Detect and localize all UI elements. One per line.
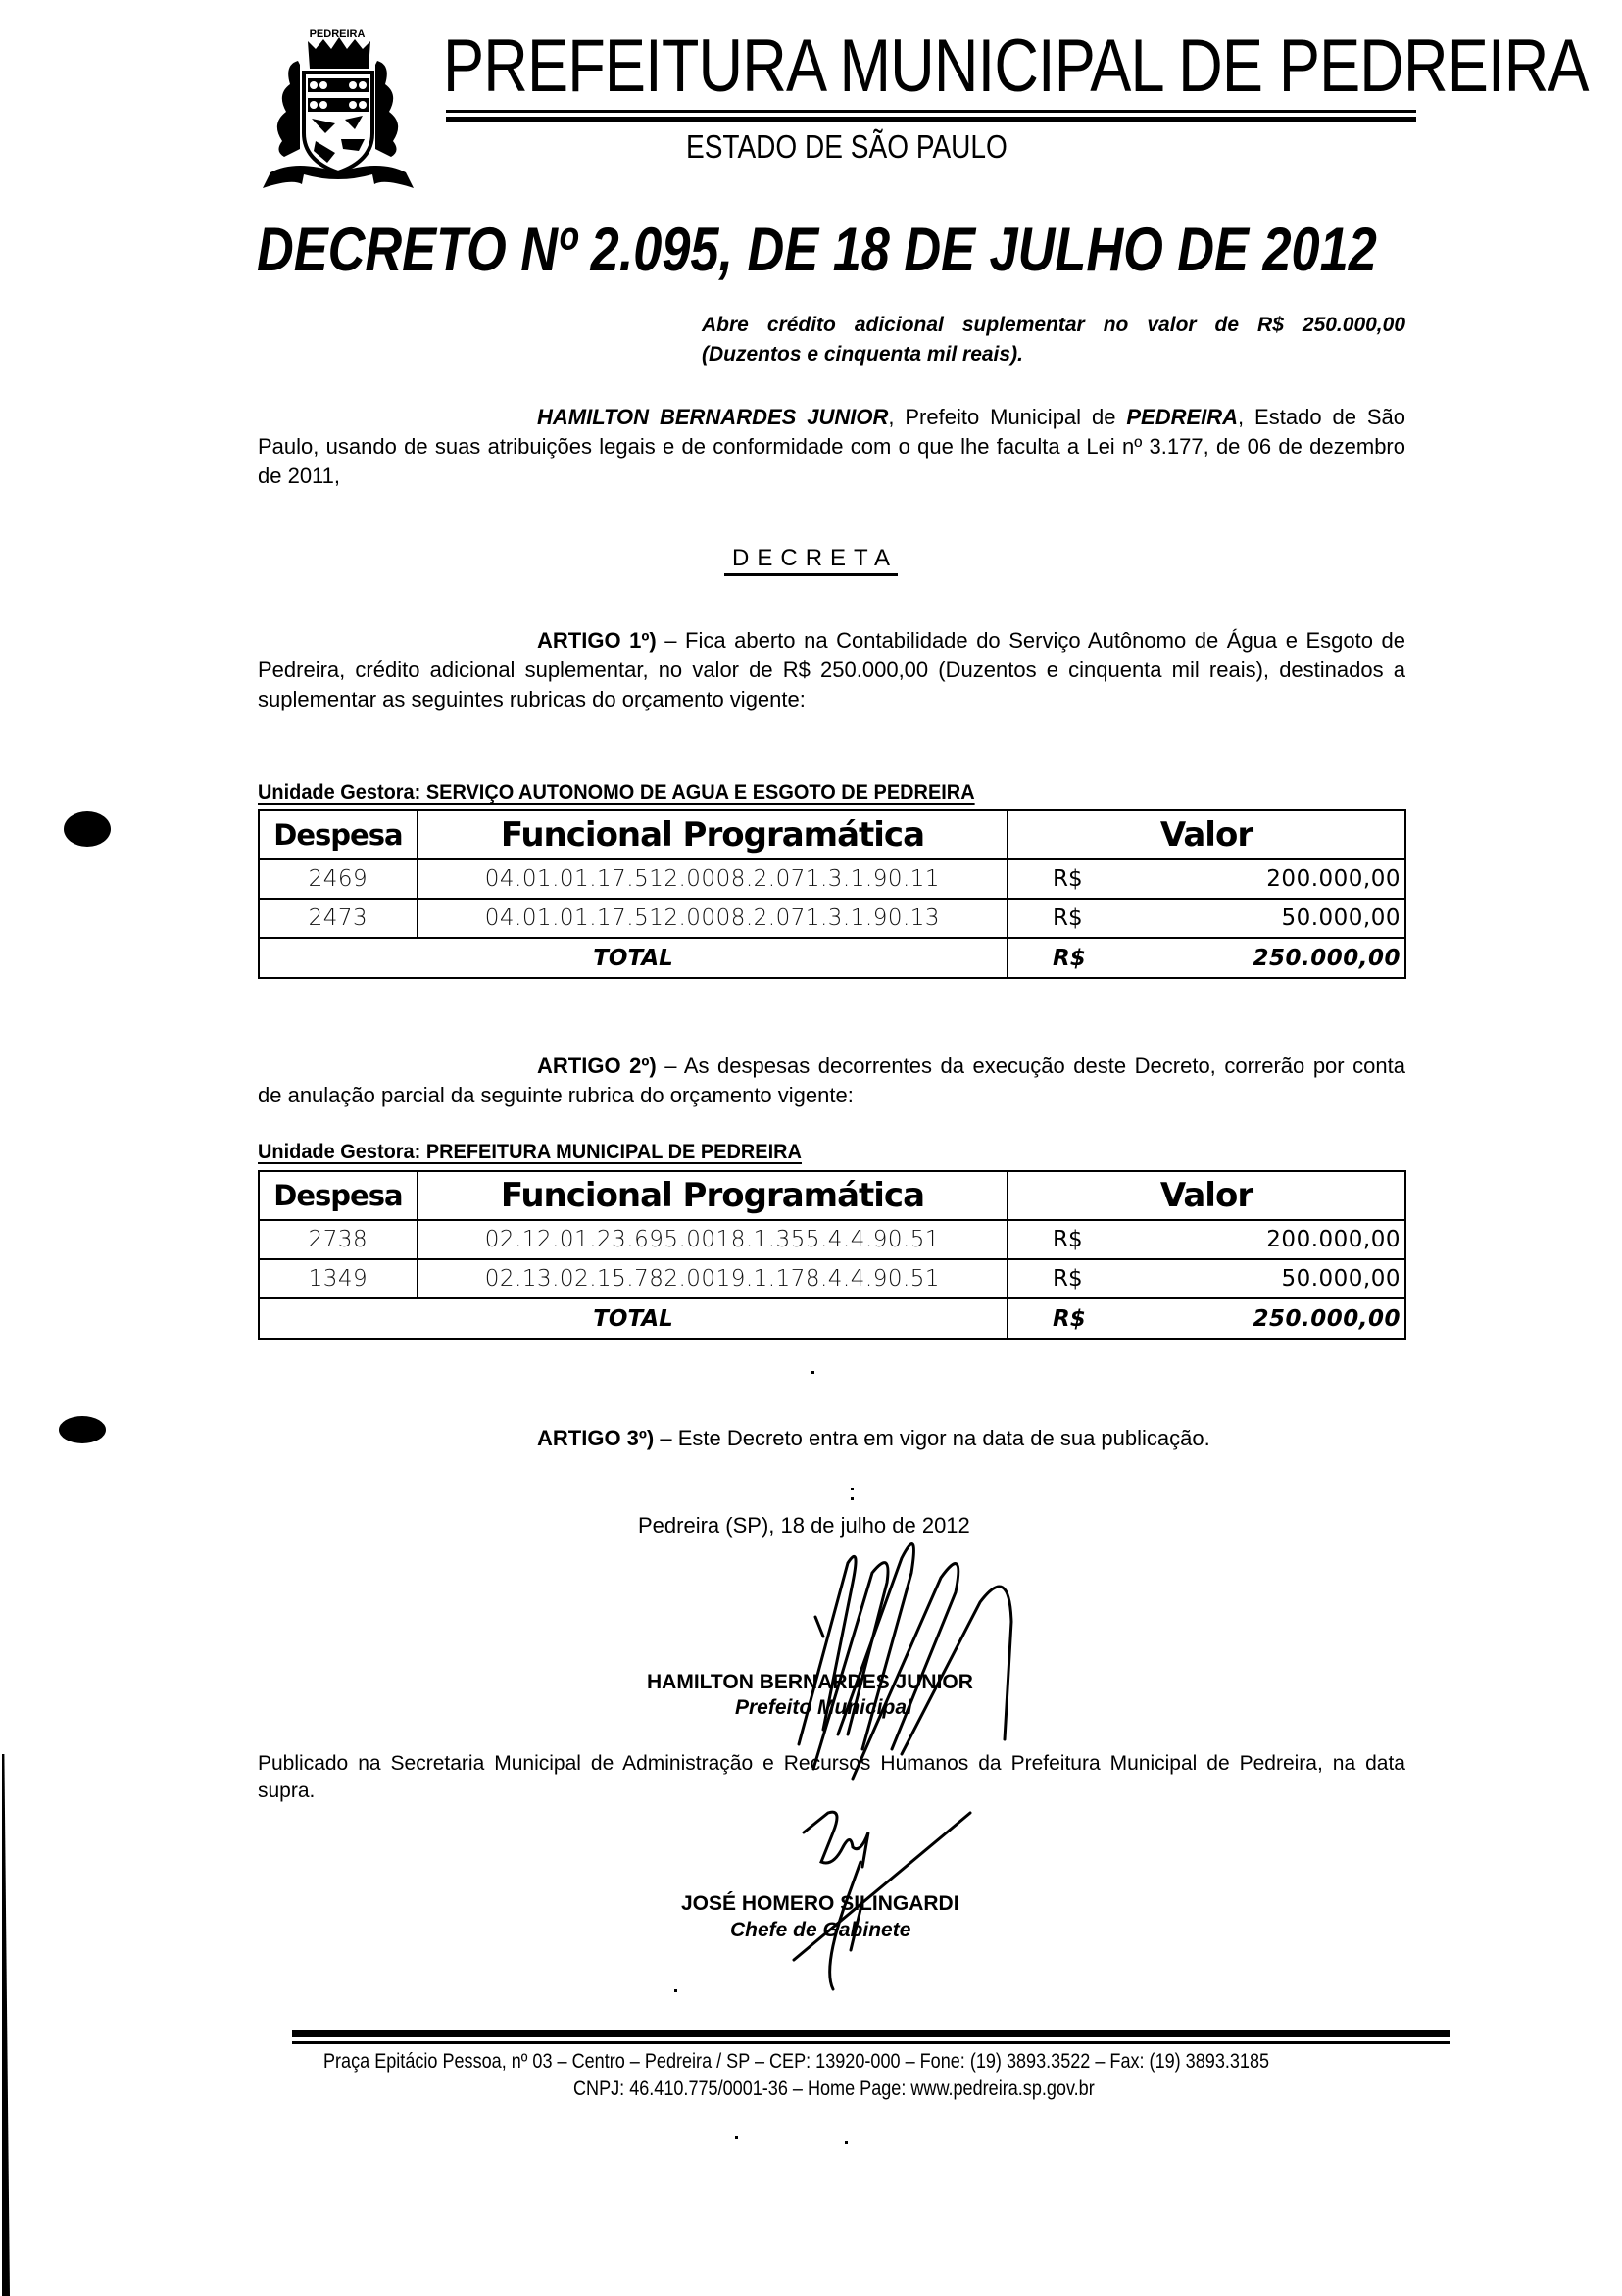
- cell-currency: R$: [1008, 899, 1125, 938]
- budget-table-annulment: [258, 1170, 1406, 1340]
- scan-speck: [811, 1371, 814, 1374]
- table-row: [259, 899, 1405, 938]
- scan-speck: [851, 1488, 854, 1490]
- punch-hole-mark: [59, 1416, 106, 1443]
- artigo-3-text: – Este Decreto entra em vigor na data de sua publicação.: [654, 1426, 1210, 1450]
- mayor-signatory-name: HAMILTON BERNARDES JUNIOR: [647, 1671, 973, 1693]
- preamble-paragraph: [258, 403, 1405, 491]
- cell-valor: 200.000,00: [1125, 1220, 1405, 1259]
- decreta-heading-wrap: [0, 545, 1622, 572]
- cell-funcional: 02.13.02.15.782.0019.1.178.4.4.90.51: [418, 1259, 1008, 1298]
- preamble-text-2: , Estado de São Paulo, usando de suas atribuições legais e de conformidade com o que lhe faculta a Lei nº 3.177, de 06 de dezembro de 2011,: [258, 405, 1405, 488]
- column-header-funcional: Funcional Programática: [418, 810, 1008, 859]
- mayor-signatory-role: Prefeito Municipal: [735, 1696, 912, 1719]
- scan-edge-line: [2, 1754, 10, 2296]
- cell-funcional: 02.12.01.23.695.0018.1.355.4.4.90.51: [418, 1220, 1008, 1259]
- mayor-signature-icon: [755, 1524, 1049, 1783]
- artigo-2-paragraph: [258, 1051, 1405, 1110]
- footer-rule-thick: [292, 2030, 1450, 2037]
- cell-currency: R$: [1008, 1220, 1125, 1259]
- column-header-valor: Valor: [1008, 1171, 1405, 1220]
- artigo-1-label: ARTIGO 1º): [537, 628, 657, 653]
- scan-speck: [735, 2136, 738, 2139]
- cell-currency: R$: [1008, 859, 1125, 899]
- table-total-row: [259, 1298, 1405, 1339]
- cell-currency: R$: [1008, 1259, 1125, 1298]
- unidade-gestora-2: Unidade Gestora: PREFEITURA MUNICIPAL DE PEDREIRA: [258, 1141, 802, 1163]
- header-rule-thin: [446, 110, 1416, 113]
- scan-speck: [674, 1989, 677, 1992]
- cell-despesa: 2738: [259, 1220, 418, 1259]
- artigo-1-paragraph: [258, 626, 1405, 714]
- total-valor: 250.000,00: [1125, 938, 1405, 978]
- total-label: TOTAL: [259, 938, 1008, 978]
- total-currency: R$: [1008, 938, 1125, 978]
- chief-signatory-role: Chefe de Gabinete: [730, 1919, 911, 1941]
- decree-title: DECRETO Nº 2.095, DE 18 DE JULHO DE 2012: [257, 216, 1377, 284]
- artigo-2-label: ARTIGO 2º): [537, 1053, 657, 1078]
- organization-title: PREFEITURA MUNICIPAL DE PEDREIRA: [443, 24, 1589, 108]
- unidade-gestora-1: Unidade Gestora: SERVIÇO AUTONOMO DE AGUA E ESGOTO DE PEDREIRA: [258, 781, 975, 804]
- table-header-row: [259, 810, 1405, 859]
- artigo-3-label: ARTIGO 3º): [537, 1426, 655, 1450]
- table-header-row: [259, 1171, 1405, 1220]
- cell-funcional: 04.01.01.17.512.0008.2.071.3.1.90.13: [418, 899, 1008, 938]
- column-header-despesa: Despesa: [259, 810, 418, 859]
- artigo-2-text: – As despesas decorrentes da execução deste Decreto, correrão por conta de anulação parcial da seguinte rubrica do orçamento vigente:: [258, 1053, 1405, 1107]
- decreta-heading: DECRETA: [724, 545, 898, 576]
- artigo-3-paragraph: [537, 1424, 1419, 1453]
- scan-speck: [851, 1497, 854, 1500]
- cell-despesa: 1349: [259, 1259, 418, 1298]
- cell-valor: 50.000,00: [1125, 1259, 1405, 1298]
- column-header-funcional: Funcional Programática: [418, 1171, 1008, 1220]
- footer-rule-thin: [292, 2041, 1450, 2044]
- cell-valor: 200.000,00: [1125, 859, 1405, 899]
- cell-valor: 50.000,00: [1125, 899, 1405, 938]
- footer-cnpj: CNPJ: 46.410.775/0001-36 – Home Page: www.pedreira.sp.gov.br: [573, 2077, 1095, 2100]
- cell-despesa: 2473: [259, 899, 418, 938]
- scan-speck: [845, 2141, 848, 2144]
- column-header-valor: Valor: [1008, 810, 1405, 859]
- artigo-1-text: – Fica aberto na Contabilidade do Serviço Autônomo de Água e Esgoto de Pedreira, crédito adicional suplementar, no valor de R$ 250.000,00 (Duzentos e cinquenta mil reais), destinados a suplementar as seguintes rubricas do orçamento vigente:: [258, 628, 1405, 711]
- decree-ementa: Abre crédito adicional suplementar no valor de R$ 250.000,00 (Duzentos e cinquenta mil reais).: [702, 314, 1405, 366]
- total-currency: R$: [1008, 1298, 1125, 1339]
- footer-address: Praça Epitácio Pessoa, nº 03 – Centro – Pedreira / SP – CEP: 13920-000 – Fone: (19) 3893.3522 – Fax: (19) 3893.3185: [323, 2050, 1270, 2073]
- coat-of-arms-label: PEDREIRA: [309, 28, 366, 40]
- mayor-name-inline: HAMILTON BERNARDES JUNIOR: [537, 405, 889, 429]
- preamble-text-1: , Prefeito Municipal de: [888, 405, 1127, 429]
- coat-of-arms-icon: [257, 25, 418, 190]
- total-label: TOTAL: [259, 1298, 1008, 1339]
- organization-state: ESTADO DE SÃO PAULO: [686, 128, 1008, 165]
- punch-hole-mark: [64, 811, 111, 847]
- budget-table-supplement: [258, 809, 1406, 979]
- table-row: [259, 859, 1405, 899]
- cell-despesa: 2469: [259, 859, 418, 899]
- table-row: [259, 1220, 1405, 1259]
- column-header-despesa: Despesa: [259, 1171, 418, 1220]
- chief-signatory-name: JOSÉ HOMERO SILINGARDI: [681, 1892, 959, 1915]
- place-and-date: Pedreira (SP), 18 de julho de 2012: [638, 1513, 970, 1538]
- total-valor: 250.000,00: [1125, 1298, 1405, 1339]
- table-row: [259, 1259, 1405, 1298]
- table-total-row: [259, 938, 1405, 978]
- publication-note: Publicado na Secretaria Municipal de Administração e Recursos Humanos da Prefeitura Municipal de Pedreira, na data supra.: [258, 1752, 1405, 1802]
- cell-funcional: 04.01.01.17.512.0008.2.071.3.1.90.11: [418, 859, 1008, 899]
- header-rule-thick: [446, 117, 1416, 122]
- city-name-inline: PEDREIRA: [1126, 405, 1239, 429]
